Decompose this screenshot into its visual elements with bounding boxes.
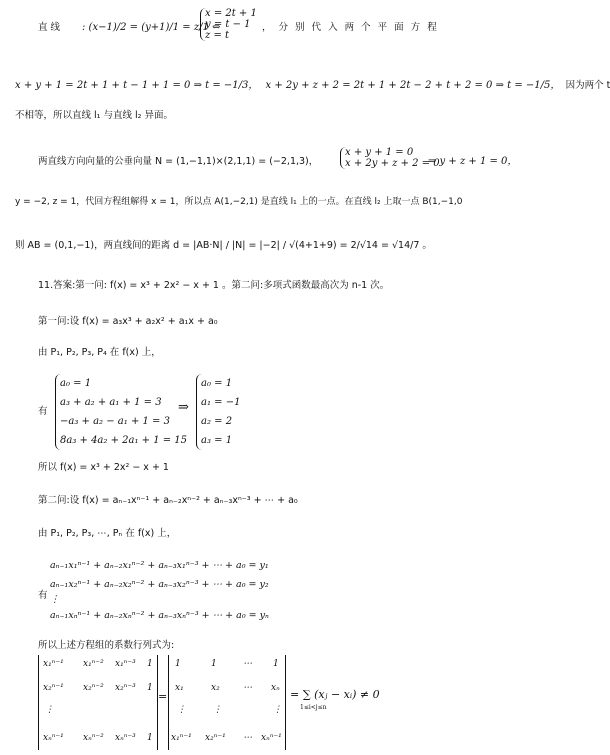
p10-line2-a: x + y + 1 = 2t + 1 + t − 1 + 1 = 0 ⇒ t = −1/3， (15, 80, 259, 91)
det-cell: ⋮ (45, 705, 54, 715)
det-cell: ⋯ (243, 659, 252, 669)
product-subscript: 1≤i<j≤n (300, 704, 327, 711)
p11-q1-solution (196, 374, 240, 450)
det-cell: ⋯ (243, 733, 252, 743)
p11-q1-points: 由 P₁, P₂, P₃, P₄ 在 f(x) 上， (38, 347, 161, 358)
det-cell: ⋮ (273, 705, 282, 715)
sys-row: a₃ = 1 (201, 435, 233, 446)
det-cell: 1 (147, 683, 153, 693)
p11-q1-system (55, 374, 187, 450)
det-cell: xₙⁿ⁻¹ (43, 733, 64, 743)
det-equals: = (158, 690, 168, 703)
det-cell: x₂ⁿ⁻² (83, 683, 104, 693)
p10-line5: y = −2, z = 1，代回方程组解得 x = 1，所以点 A(1,−2,1) 是直线 l₁ 上的一点。在直线 l₂ 上取一点 B(1,−1,0 (15, 197, 463, 207)
p11-q1-have: 有 (38, 406, 48, 417)
sys-row: ⋮ (50, 594, 60, 605)
det-cell: ⋮ (177, 705, 186, 715)
p10-line4-a: 两直线方向向量的公垂向量 N = (1,−1,1)×(2,1,1) = (−2,1,3)， (38, 156, 319, 167)
det-cell: x₁ⁿ⁻¹ (171, 733, 192, 743)
det-cell: x₂ⁿ⁻¹ (205, 733, 226, 743)
det-cell: 1 (211, 659, 217, 669)
determinant-left (38, 655, 158, 750)
sys-row: y = t − 1 (205, 19, 251, 30)
vandermonde-product: = ∑ (xⱼ − xᵢ) ≠ 0 (290, 688, 380, 701)
p11-answer: 11.答案:第一问: f(x) = x³ + 2x² − x + 1 。第二问:多项式函数最高次为 n-1 次。 (38, 280, 390, 291)
p10-line4-system (340, 147, 440, 169)
p10-line1-equation: : (x−1)/2 = (y+1)/1 = z/1 ⇔ (82, 22, 221, 33)
p10-line1-system (200, 8, 257, 41)
sys-row: 8a₃ + 4a₂ + 2a₁ + 1 = 15 (60, 435, 188, 446)
det-cell: x₁ⁿ⁻¹ (43, 659, 64, 669)
det-cell: ⋮ (213, 705, 222, 715)
sys-row: x + y + 1 = 0 (345, 147, 414, 158)
p10-line1-tail: ， 分 别 代 入 两 个 平 面 方 程 (262, 22, 439, 33)
det-cell: x₁ (175, 683, 184, 693)
p11-q2-coef: 所以上述方程组的系数行列式为: (38, 640, 175, 651)
p10-line4-b: ⇒ y + z + 1 = 0， (428, 156, 518, 167)
det-cell: xₙⁿ⁻³ (115, 733, 136, 743)
p11-q1-systems (0, 370, 505, 450)
det-cell: xₙⁿ⁻¹ (261, 733, 282, 743)
p10-line2-c: 因为两个 t (565, 80, 610, 91)
det-cell: xₙ (271, 683, 280, 693)
p11-q2-system-block (0, 552, 505, 632)
sys-row: aₙ₋₁xₙⁿ⁻¹ + aₙ₋₂xₙⁿ⁻² + aₙ₋₃xₙⁿ⁻³ + ⋯ + a₀ = yₙ (50, 610, 269, 621)
det-cell: x₂ⁿ⁻³ (115, 683, 136, 693)
p10-line1-lead: 直 线 (38, 22, 61, 33)
det-cell: ⋯ (243, 683, 252, 693)
sys-row: aₙ₋₁x₂ⁿ⁻¹ + aₙ₋₂x₂ⁿ⁻² + aₙ₋₃x₂ⁿ⁻³ + ⋯ + a₀ = y₂ (50, 579, 269, 590)
p11-q2-points: 由 P₁, P₂, P₃, ⋯, Pₙ 在 f(x) 上， (38, 528, 177, 539)
det-cell: 1 (175, 659, 181, 669)
det-cell: x₂ⁿ⁻¹ (43, 683, 64, 693)
p10-line6: 则 AB = (0,1,−1)，两直线间的距离 d = |AB·N| / |N| = |−2| / √(4+1+9) = 2/√14 = √14/7 。 (15, 240, 432, 251)
det-cell: 1 (273, 659, 279, 669)
sys-row: a₂ = 2 (201, 416, 233, 427)
sys-row: −a₃ + a₂ − a₁ + 1 = 3 (60, 416, 170, 427)
p11-q1-set: 第一问:设 f(x) = a₃x³ + a₂x² + a₁x + a₀ (38, 316, 218, 327)
sys-row: a₀ = 1 (201, 378, 233, 389)
det-cell: x₂ (211, 683, 220, 693)
sys-row: a₃ + a₂ + a₁ + 1 = 3 (60, 397, 162, 408)
sys-row: z = t (205, 30, 230, 41)
p10-line2-b: x + 2y + z + 2 = 2t + 1 + 2t − 2 + t + 2 = 0 ⇒ t = −1/5， (265, 80, 561, 91)
p11-q2-have: 有 (38, 590, 48, 601)
determinant-right (168, 655, 286, 750)
p11-q2-set: 第二问:设 f(x) = aₙ₋₁xⁿ⁻¹ + aₙ₋₂xⁿ⁻² + aₙ₋₃xⁿ⁻³ + ⋯ + a₀ (38, 495, 298, 506)
sys-row: aₙ₋₁x₁ⁿ⁻¹ + aₙ₋₂x₁ⁿ⁻² + aₙ₋₃x₁ⁿ⁻³ + ⋯ + a₀ = y₁ (50, 560, 269, 571)
sys-row: x = 2t + 1 (205, 8, 257, 19)
p10-line2 (15, 80, 610, 92)
sys-row: x + 2y + z + 2 = 0 (345, 158, 440, 169)
det-cell: 1 (147, 733, 153, 743)
p11-q1-result: 所以 f(x) = x³ + 2x² − x + 1 (38, 462, 169, 473)
det-cell: x₁ⁿ⁻³ (115, 659, 136, 669)
det-cell: x₁ⁿ⁻² (83, 659, 104, 669)
p11-q1-arrow: ⇒ (178, 400, 189, 415)
p11-q2-system (50, 556, 269, 625)
sys-row: a₁ = −1 (201, 397, 241, 408)
p10-line3: 不相等，所以直线 l₁ 与直线 l₂ 异面。 (15, 110, 173, 121)
det-cell: xₙⁿ⁻² (83, 733, 104, 743)
det-cell: 1 (147, 659, 153, 669)
sys-row: a₀ = 1 (60, 378, 92, 389)
